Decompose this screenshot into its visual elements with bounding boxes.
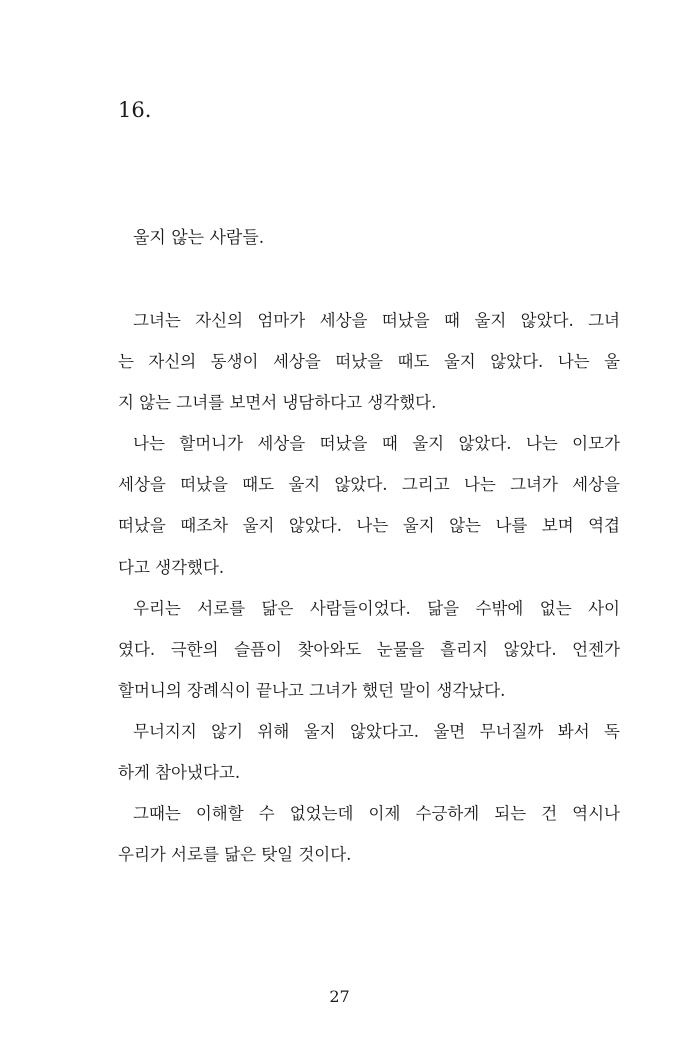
chapter-number: 16. — [118, 98, 152, 122]
body-line-11: 무너지지 않기 위해 울지 않았다고. 울면 무너질까 봐서 독 — [133, 721, 620, 741]
body-line-8: 우리는 서로를 닮은 사람들이었다. 닮을 수밖에 없는 사이 — [133, 598, 620, 618]
section-subtitle: 울지 않는 사람들. — [133, 228, 265, 248]
body-line-14: 우리가 서로를 닮은 탓일 것이다. — [118, 845, 352, 865]
body-line-2: 는 자신의 동생이 세상을 떠났을 때도 울지 않았다. 나는 울 — [118, 352, 620, 372]
body-line-3: 지 않는 그녀를 보면서 냉담하다고 생각했다. — [118, 393, 437, 413]
body-line-10: 할머니의 장례식이 끝나고 그녀가 했던 말이 생각났다. — [118, 680, 506, 700]
page-number: 27 — [329, 987, 350, 1006]
body-line-1: 그녀는 자신의 엄마가 세상을 떠났을 때 울지 않았다. 그녀 — [133, 311, 620, 330]
body-line-13: 그때는 이해할 수 없었는데 이제 수긍하게 되는 건 역시나 — [133, 804, 620, 824]
body-text — [118, 300, 620, 875]
body-line-5: 세상을 떠났을 때도 울지 않았다. 그리고 나는 그녀가 세상을 — [118, 475, 620, 495]
body-line-6: 떠났을 때조차 울지 않았다. 나는 울지 않는 나를 보며 역겹 — [118, 516, 620, 536]
body-line-4: 나는 할머니가 세상을 떠났을 때 울지 않았다. 나는 이모가 — [133, 434, 620, 454]
body-line-7: 다고 생각했다. — [118, 557, 225, 577]
body-line-9: 였다. 극한의 슬픔이 찾아와도 눈물을 흘리지 않았다. 언젠가 — [118, 639, 620, 659]
body-line-12: 하게 참아냈다고. — [118, 763, 241, 783]
